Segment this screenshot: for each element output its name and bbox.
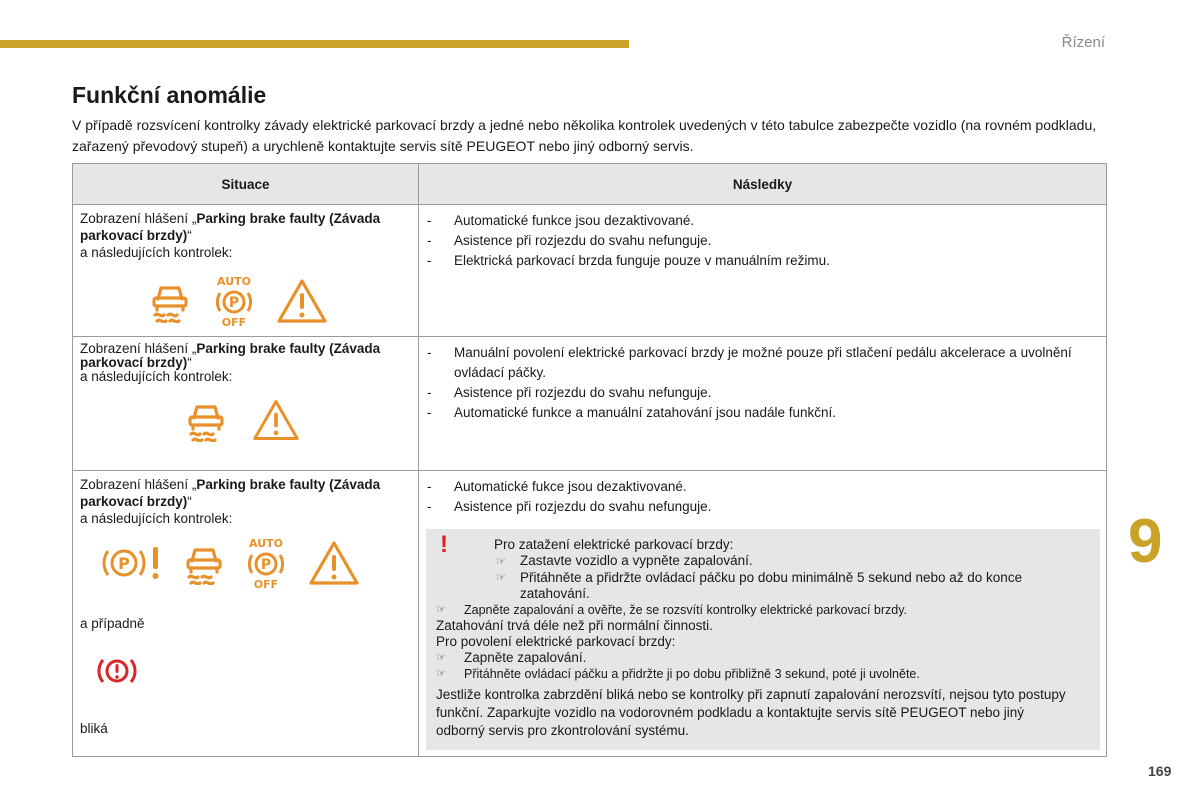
list-item: - Automatické funkce jsou dezaktivované. [425, 211, 1098, 231]
header-accent-bar [0, 40, 629, 48]
note-step: Zapněte zapalování a ověřte, že se rozsvítí kontrolky elektrické parkovací brzdy. [464, 603, 908, 617]
list-item: - Asistence při rozjezdu do svahu nefunguje. [425, 231, 1098, 251]
situation-prefix: Zobrazení hlášení „ [80, 477, 197, 492]
consequences-cell [419, 471, 1107, 757]
note-step: Zastavte vozidlo a vypněte zapalování. [520, 553, 753, 568]
note-step: Zapněte zapalování. [464, 650, 587, 665]
list-item: - Manuální povolení elektrické parkovací brzdy je možné pouze při stlačení pedálu akcelerace a uvolnění ovládací páčky. [425, 343, 1098, 383]
flashing-state-text: bliká [80, 721, 108, 736]
alternative-label: a případně [80, 616, 145, 631]
situation-prefix: Zobrazení hlášení „ [80, 211, 197, 226]
note-step: Přitáhněte ovládací páčku a přidržte ji po dobu přibližně 3 sekund, poté ji uvolněte. [464, 667, 920, 681]
svg-text:OFF: OFF [221, 316, 247, 327]
exclamation-icon: ! [440, 531, 448, 558]
intro-paragraph: V případě rozsvícení kontrolky závady elektrické parkovací brzdy a jedné nebo několika kontrolek uvedených v této tabulce zabezpečte vozidlo (na rovném podkladu, zařazený převodový stupeň) a urychleně kontaktujte servis sítě PEUGEOT nebo jiný odborný servis. [72, 117, 1097, 154]
situation-suffix: “ [187, 228, 192, 243]
situation-prefix: Zobrazení hlášení „ [80, 341, 197, 356]
warning-triangle-icon [308, 540, 360, 590]
anomaly-table [72, 163, 1107, 757]
page-title: Funkční anomálie [72, 82, 267, 108]
pointing-hand-icon: ☞ [436, 668, 446, 680]
situation-tail: a následujících kontrolek: [80, 511, 233, 526]
page-number: 169 [1148, 763, 1172, 779]
situation-cell [73, 471, 419, 757]
note-line: Pro povolení elektrické parkovací brzdy: [436, 634, 676, 649]
svg-text:P: P [228, 295, 240, 311]
stability-control-icon [148, 279, 192, 327]
pointing-hand-icon: ☞ [496, 556, 506, 568]
svg-text:P: P [260, 557, 272, 573]
situation-cell [73, 337, 419, 471]
situation-cell [73, 205, 419, 337]
list-item: - Elektrická parkovací brzda funguje pouze v manuálním režimu. [425, 251, 1098, 271]
list-item: - Automatické funkce a manuální zatahování jsou nadále funkční. [425, 403, 1098, 423]
note-final-paragraph: Jestliže kontrolka zabrzdění bliká nebo se kontrolky při zapnutí zapalování nerozsvítí, nejsou tyto postupy funkční. Zaparkujte vozidlo na vodorovném podkladu a kontaktujte servis sítě PEUGEOT nebo jiný odborný servis pro zkontrolování systému. [436, 687, 1066, 738]
parking-brake-fault-icon [100, 543, 164, 587]
consequences-cell [419, 205, 1107, 337]
situation-tail: a následujících kontrolek: [80, 369, 233, 384]
message-text: Parking brake faulty (Závada parkovací brzdy) [80, 477, 381, 509]
list-item: - Asistence při rozjezdu do svahu nefunguje. [425, 383, 1098, 403]
svg-text:AUTO: AUTO [249, 537, 283, 550]
warning-triangle-icon [276, 278, 328, 328]
svg-text:OFF: OFF [253, 578, 279, 589]
stability-control-icon [184, 398, 228, 445]
pointing-hand-icon: ☞ [436, 604, 446, 616]
situation-tail: a následujících kontrolek: [80, 245, 233, 260]
list-item: - Automatické fukce jsou dezaktivované. [425, 477, 1098, 497]
auto-off-parking-brake-icon [210, 275, 258, 331]
consequences-cell [419, 337, 1107, 471]
message-text: Parking brake faulty (Závada parkovací brzdy) [80, 211, 381, 243]
pointing-hand-icon: ☞ [436, 652, 446, 664]
table-row [73, 471, 1107, 757]
brake-warning-icon [96, 654, 138, 692]
auto-off-parking-brake-icon [242, 537, 290, 593]
table-row [73, 337, 1107, 471]
table-header-situation: Situace [73, 164, 419, 205]
stability-control-icon [182, 541, 226, 589]
list-item: - Asistence při rozjezdu do svahu nefunguje. [425, 497, 1098, 517]
pointing-hand-icon: ☞ [496, 572, 506, 584]
chapter-number: 9 [1128, 507, 1163, 576]
note-step: Přitáhněte a přidržte ovládací páčku po dobu minimálně 5 sekund nebo až do konce zatahování. [520, 570, 1023, 601]
note-line: Zatahování trvá déle než při normální činnosti. [436, 618, 713, 633]
section-label: Řízení [1061, 34, 1105, 51]
note-intro: Pro zatažení elektrické parkovací brzdy: [494, 537, 734, 552]
warning-triangle-icon [252, 398, 300, 445]
situation-suffix: “ [187, 494, 192, 509]
svg-text:AUTO: AUTO [217, 275, 251, 288]
table-header-consequences: Následky [419, 164, 1107, 205]
message-text: Parking brake faulty (Závada parkovací brzdy) [80, 341, 381, 370]
procedure-note-box [426, 529, 1100, 750]
svg-text:P: P [118, 554, 130, 573]
situation-suffix: “ [187, 355, 192, 370]
table-row [73, 205, 1107, 337]
